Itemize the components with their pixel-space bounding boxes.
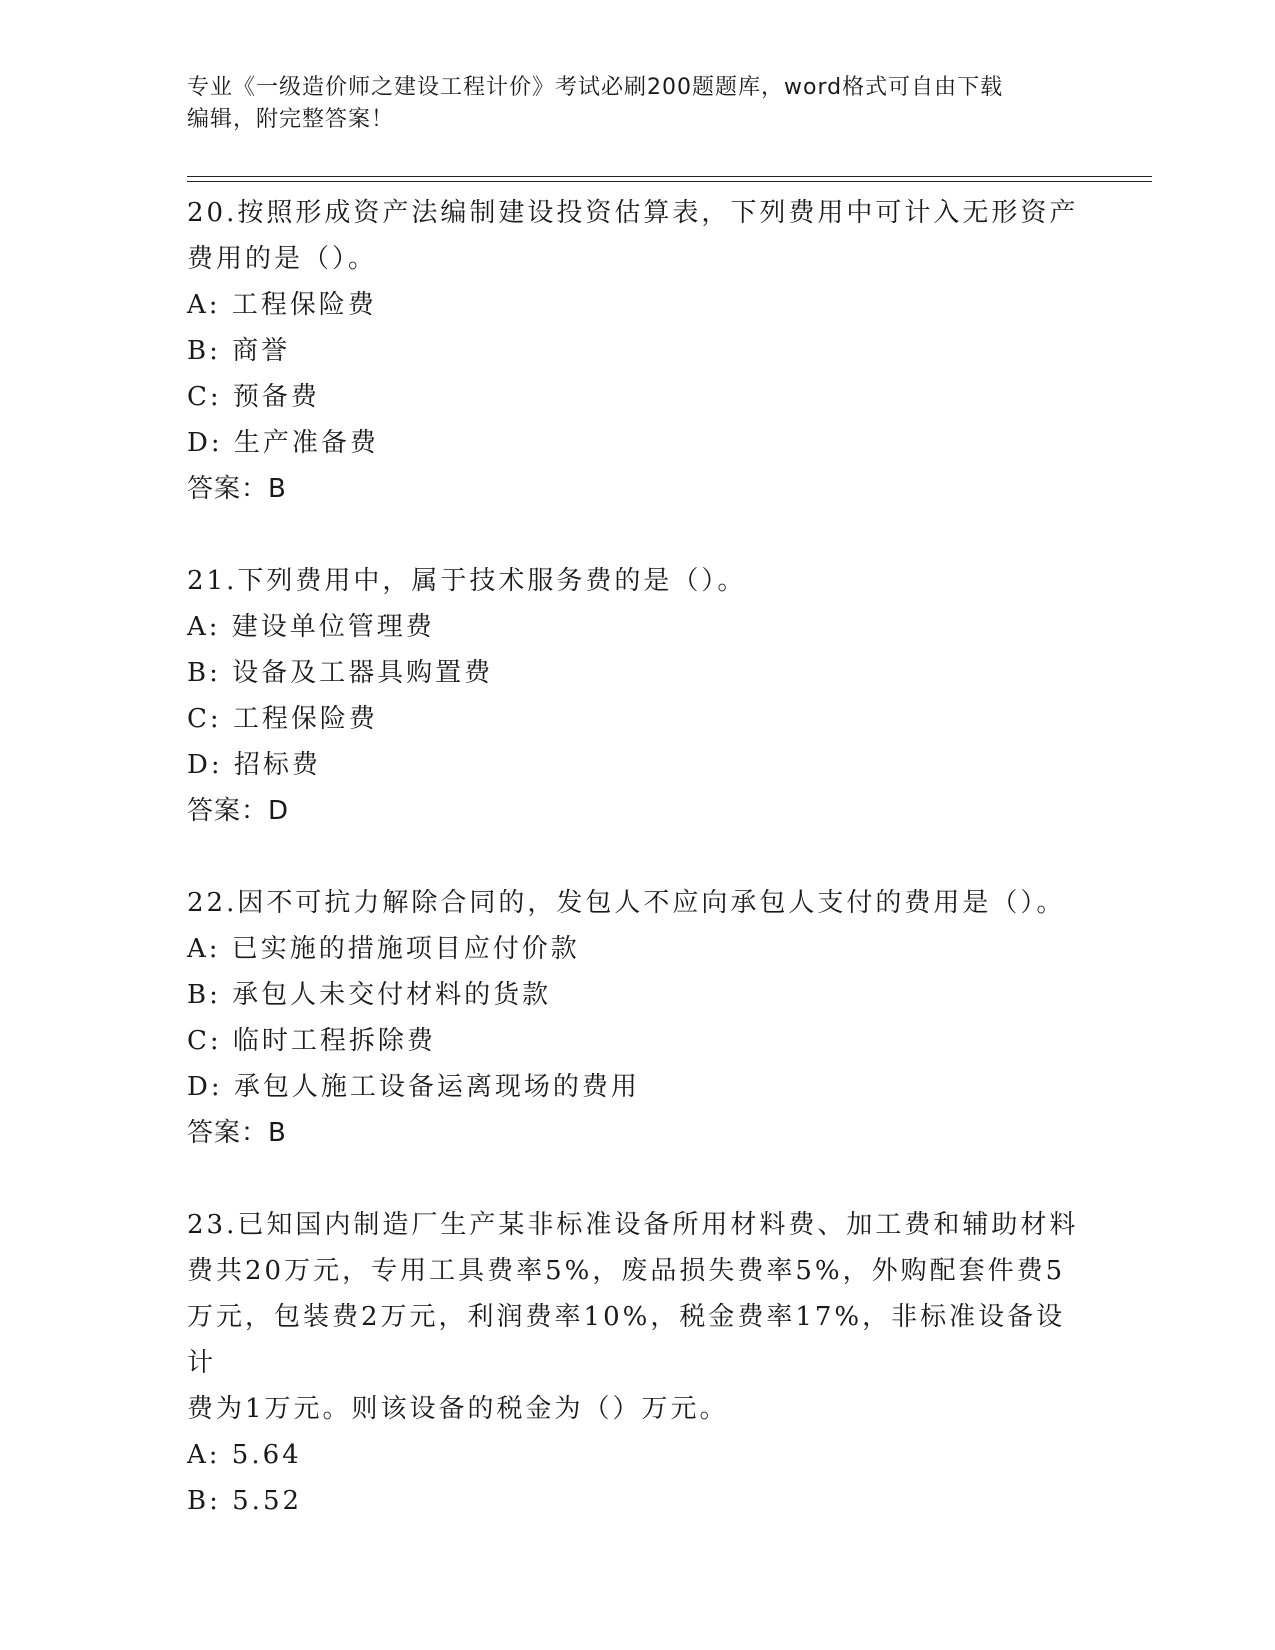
option-c: C: 临时工程拆除费 [187,1026,436,1056]
question-stem: 万元，包装费2万元，利润费率10%，税金费率17%，非标准设备设计 [187,1302,1066,1378]
question-stem: 费共20万元，专用工具费率5%，废品损失费率5%，外购配套件费5 [187,1256,1066,1286]
option-d: D: 招标费 [187,750,321,780]
header-divider-top [187,176,1152,177]
question-20 [187,190,1087,512]
option-d: D: 生产准备费 [187,428,379,458]
question-stem: 21.下列费用中，属于技术服务费的是（）。 [187,566,747,596]
header-line-1: 专业《一级造价师之建设工程计价》考试必刷200题题库，word格式可自由下载 [187,75,1004,100]
option-b: B: 5.52 [187,1486,303,1516]
option-a: A: 5.64 [187,1440,302,1470]
question-stem: 20.按照形成资产法编制建设投资估算表，下列费用中可计入无形资产 [187,198,1079,228]
header-divider-bottom [187,181,1152,182]
option-d: D: 承包人施工设备运离现场的费用 [187,1072,640,1102]
option-a: A: 已实施的措施项目应付价款 [187,934,580,964]
option-b: B: 承包人未交付材料的货款 [187,980,552,1010]
answer-line: 答案：B [187,1118,287,1148]
option-c: C: 工程保险费 [187,704,378,734]
question-21 [187,558,1087,834]
question-stem: 22.因不可抗力解除合同的，发包人不应向承包人支付的费用是（）。 [187,888,1066,918]
option-b: B: 设备及工器具购置费 [187,658,494,688]
question-23 [187,1202,1087,1524]
option-b: B: 商誉 [187,336,291,366]
document-header [187,72,1067,136]
header-line-2: 编辑，附完整答案！ [187,107,395,132]
answer-line: 答案：B [187,474,287,504]
answer-line: 答案：D [187,796,290,826]
question-stem: 23.已知国内制造厂生产某非标准设备所用材料费、加工费和辅助材料 [187,1210,1079,1240]
option-c: C: 预备费 [187,382,320,412]
question-22 [187,880,1087,1156]
option-a: A: 建设单位管理费 [187,612,435,642]
question-list [187,190,1087,1524]
question-stem: 费为1万元。则该设备的税金为（）万元。 [187,1394,729,1424]
option-a: A: 工程保险费 [187,290,377,320]
question-stem: 费用的是（）。 [187,244,378,274]
